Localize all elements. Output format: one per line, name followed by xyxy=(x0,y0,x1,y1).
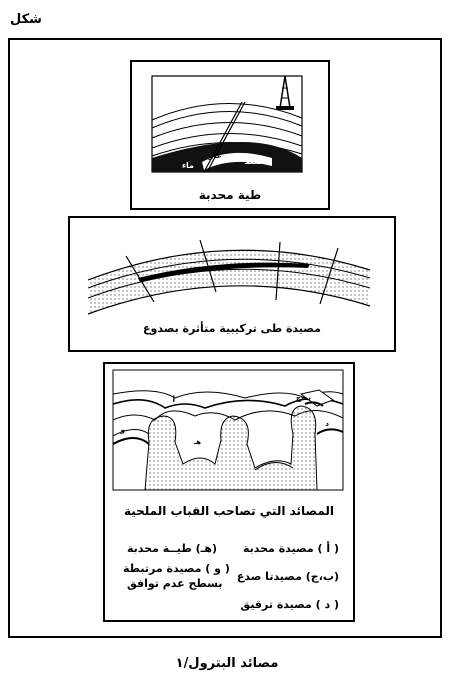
mark-w: و xyxy=(120,426,125,434)
legend-d: ( د ) مصيدة ترقيق xyxy=(240,598,339,611)
legend-bc: (ب،ج) مصيدتا صدع xyxy=(236,570,339,583)
mark-d: د xyxy=(325,420,329,428)
legend-a: ( أ ) مصيدة محدبة xyxy=(242,542,339,555)
mark-bc: ب-ج xyxy=(296,394,311,402)
legend-h: (هـ) طيــة محدبة xyxy=(127,542,218,555)
salt-dome-title: المصائد التي تصاحب القباب الملحية xyxy=(123,504,335,518)
anticline-panel xyxy=(130,60,330,210)
anticline-diagram xyxy=(132,62,328,208)
water-label: ماء xyxy=(181,161,194,170)
figure-caption: مصائد البترول/١ xyxy=(175,656,279,671)
mark-a: أ xyxy=(172,396,175,404)
faulted-fold-caption: مصيدة طى تركيبية متأثرة بصدوع xyxy=(143,322,321,335)
salt-dome-panel xyxy=(103,362,355,622)
oil-label: نفط xyxy=(244,157,262,166)
legend-w-line2: بسطح عدم توافق xyxy=(127,577,223,590)
anticline-caption: طية محدبة xyxy=(198,188,262,202)
mark-h: هـ xyxy=(193,438,201,446)
figure-label: شكل xyxy=(10,12,42,27)
faulted-fold-panel xyxy=(68,216,396,352)
legend-w-line1: ( و ) مصيدة مرتبطة xyxy=(123,562,230,575)
gas-label: غاز xyxy=(208,151,222,160)
